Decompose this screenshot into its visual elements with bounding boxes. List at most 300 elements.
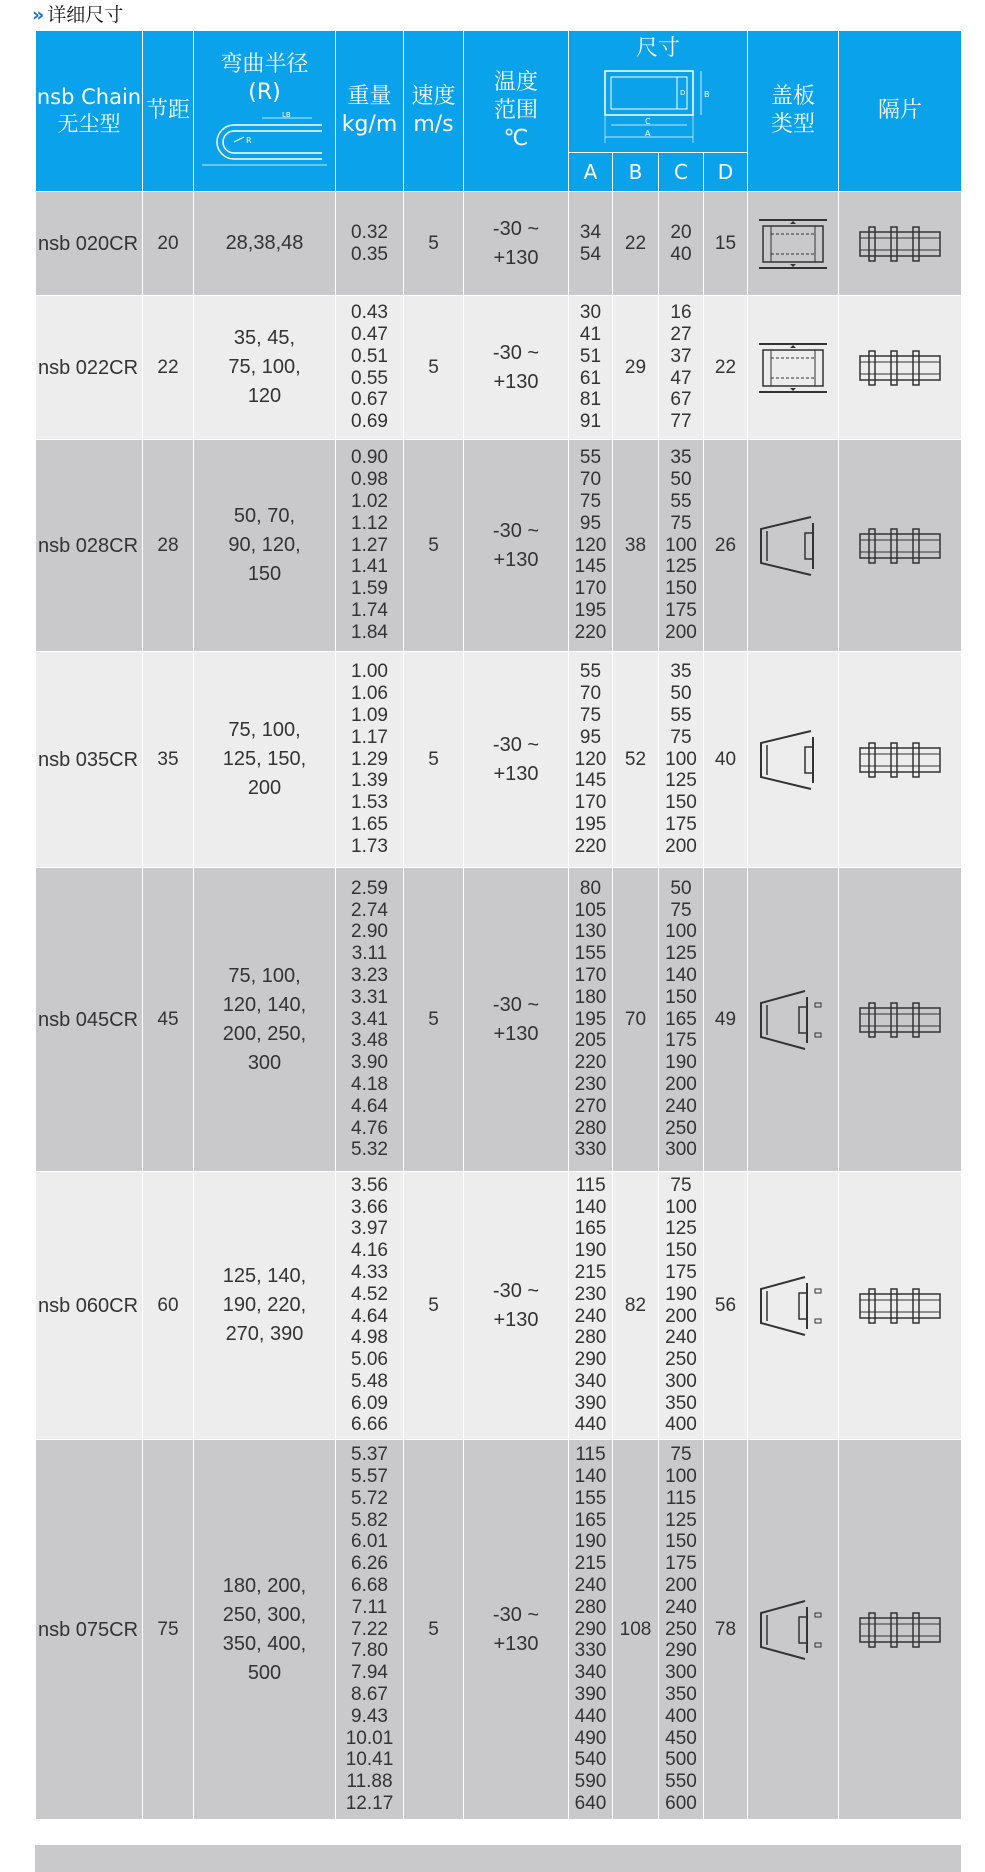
cover-header-line2: 类型 (770, 112, 815, 137)
A-value: 70 (579, 683, 602, 705)
dim-c-cell (659, 192, 704, 296)
dim-a-cell (569, 440, 613, 652)
dim-c-cell (659, 1440, 704, 1820)
weights-value: 1.29 (351, 748, 388, 770)
temp-value-line1: -30 ~ (492, 217, 540, 240)
temp-value-line2: +130 (493, 762, 539, 785)
weights-value: 3.41 (351, 1008, 388, 1030)
A-value: 440 (574, 1414, 607, 1436)
dim-a-cell (569, 868, 613, 1172)
cross-section-diagram-icon (583, 63, 733, 149)
A-value: 95 (579, 512, 602, 534)
model-cell: nsb 075CR (36, 1440, 143, 1820)
radius-value: 150 (247, 563, 282, 585)
pitch-cell: 75 (143, 1440, 194, 1820)
temp-value-line1: -30 ~ (492, 341, 540, 364)
C-value: 20 (670, 221, 692, 243)
radius-cell (194, 868, 336, 1172)
separator-cell (839, 296, 962, 440)
C-value: 500 (665, 1749, 697, 1771)
col-header-dims (569, 31, 748, 153)
dims-header-text: 尺寸 (635, 35, 680, 61)
dim-c-cell (659, 440, 704, 652)
weights-value: 2.59 (351, 877, 388, 899)
radius-value: 500 (247, 1661, 282, 1684)
dim-a-cell (569, 652, 613, 868)
C-value: 150 (665, 1531, 697, 1553)
separator-icon (857, 740, 943, 780)
weights-value: 4.18 (351, 1073, 388, 1095)
col-header-d: D (704, 153, 748, 192)
weights-value: 0.35 (351, 243, 388, 265)
temp-value-line2: +130 (493, 370, 539, 393)
model-header-line1: nsb Chain (36, 85, 142, 109)
separator-cell (839, 868, 962, 1172)
weight-cell (336, 192, 404, 296)
weight-cell (336, 1440, 404, 1820)
C-value: 27 (670, 323, 692, 345)
temp-cell (464, 440, 569, 652)
radius-value: 200 (247, 777, 282, 799)
dim-d-cell: 40 (704, 652, 748, 868)
C-value: 150 (665, 986, 697, 1008)
C-value: 16 (670, 302, 692, 324)
col-header-pitch (143, 31, 194, 192)
dim-c-cell (659, 1172, 704, 1440)
temp-cell (464, 296, 569, 440)
weights-value: 1.65 (351, 813, 388, 835)
A-value: 440 (574, 1705, 607, 1727)
radius-cell (194, 296, 336, 440)
spec-table-wrapper (35, 30, 961, 1820)
dim-b-cell: 38 (613, 440, 659, 652)
C-value: 300 (665, 1662, 697, 1684)
A-value: 145 (574, 770, 607, 792)
cover-cell (748, 192, 839, 296)
radius-value: 120, 140, (222, 993, 307, 1016)
radius-value: 350, 400, (222, 1632, 307, 1655)
col-header-radius (194, 31, 336, 192)
C-value: 55 (670, 491, 692, 512)
separator-cell (839, 1172, 962, 1440)
A-value: 55 (579, 447, 602, 469)
separator-icon (857, 1286, 943, 1326)
separator-icon (857, 1000, 943, 1040)
cover-cell (748, 1440, 839, 1820)
A-value: 280 (574, 1327, 607, 1349)
radius-value: 90, 120, (228, 534, 301, 556)
weight-cell (336, 440, 404, 652)
A-value: 640 (574, 1792, 607, 1814)
table-row (36, 868, 962, 1172)
hinged-cover-icon (753, 727, 833, 793)
dim-c-cell (659, 652, 704, 868)
model-cell: nsb 045CR (36, 868, 143, 1172)
dim-a-cell (569, 192, 613, 296)
weights-value: 11.88 (346, 1771, 393, 1793)
A-value: 145 (574, 556, 607, 578)
radius-value: 120 (247, 385, 282, 407)
diagram-lb-label: LB (282, 111, 291, 119)
A-value: 220 (574, 1052, 607, 1074)
weights-value: 1.84 (351, 621, 388, 643)
hinged-cover-icon (753, 1597, 833, 1663)
double-chevron-icon: » (32, 4, 42, 26)
A-value: 205 (574, 1030, 607, 1052)
A-value: 190 (574, 1531, 607, 1553)
temp-value-line2: +130 (493, 1632, 539, 1655)
A-value: 330 (574, 1640, 607, 1662)
weights-value: 6.26 (351, 1553, 388, 1575)
A-value: 115 (575, 1444, 606, 1466)
A-value: 51 (579, 345, 602, 367)
flat-cover-icon (753, 215, 833, 273)
weights-value: 4.64 (351, 1095, 388, 1117)
temp-value-line1: -30 ~ (492, 1603, 540, 1626)
spec-table (35, 30, 962, 1820)
A-value: 165 (574, 1218, 607, 1240)
pitch-cell: 20 (143, 192, 194, 296)
C-value: 100 (665, 921, 697, 943)
temp-cell (464, 192, 569, 296)
radius-cell (194, 192, 336, 296)
A-value: 130 (574, 921, 607, 943)
A-value: 540 (574, 1749, 607, 1771)
A-value: 41 (579, 323, 602, 345)
A-value: 75 (579, 491, 602, 512)
dim-b-cell: 22 (613, 192, 659, 296)
dim-d-cell: 56 (704, 1172, 748, 1440)
temp-value-line2: +130 (493, 246, 539, 269)
separator-header-text: 隔片 (877, 98, 922, 123)
A-value: 290 (574, 1349, 607, 1371)
pitch-cell: 35 (143, 652, 194, 868)
separator-icon (857, 348, 943, 388)
C-value: 290 (665, 1640, 697, 1662)
A-value: 180 (574, 986, 607, 1008)
weights-value: 7.80 (351, 1640, 388, 1662)
A-value: 190 (574, 1240, 607, 1262)
C-value: 250 (665, 1349, 697, 1371)
table-row (36, 1440, 962, 1820)
A-value: 115 (575, 1174, 606, 1196)
hinged-cover-icon (753, 513, 833, 579)
C-value: 190 (665, 1052, 697, 1074)
weights-value: 5.57 (351, 1466, 388, 1488)
separator-icon (857, 1610, 943, 1650)
dim-d-cell: 78 (704, 1440, 748, 1820)
C-value: 100 (665, 748, 697, 770)
A-value: 155 (574, 943, 607, 965)
dim-c-cell (659, 296, 704, 440)
C-value: 175 (665, 1553, 697, 1575)
pitch-cell: 22 (143, 296, 194, 440)
bend-radius-diagram-icon (202, 109, 327, 171)
weight-cell (336, 652, 404, 868)
diagram-r-label: R (246, 136, 252, 145)
A-value: 220 (574, 835, 607, 857)
A-value: 290 (574, 1618, 607, 1640)
A-value: 230 (574, 1283, 607, 1305)
C-value: 175 (665, 599, 697, 621)
weights-value: 4.64 (351, 1305, 388, 1327)
radius-value: 200, 250, (222, 1022, 307, 1045)
radius-value: 125, 140, (222, 1265, 307, 1287)
temp-value-line1: -30 ~ (492, 733, 540, 756)
weight-cell (336, 868, 404, 1172)
C-value: 75 (670, 512, 692, 534)
model-cell: nsb 022CR (36, 296, 143, 440)
model-cell: nsb 035CR (36, 652, 143, 868)
col-header-a: A (569, 153, 613, 192)
dim-b-cell: 82 (613, 1172, 659, 1440)
A-value: 340 (574, 1370, 607, 1392)
weights-value: 8.67 (351, 1683, 388, 1705)
weights-value: 4.16 (351, 1240, 388, 1262)
weights-value: 1.39 (351, 770, 388, 792)
separator-cell (839, 192, 962, 296)
C-value: 125 (665, 556, 697, 578)
weight-header-line1: 重量 (347, 84, 392, 109)
separator-cell (839, 652, 962, 868)
separator-icon (857, 224, 943, 264)
C-value: 67 (670, 389, 692, 411)
weights-value: 1.02 (351, 491, 388, 512)
dim-d-cell: 49 (704, 868, 748, 1172)
A-value: 165 (574, 1509, 607, 1531)
speed-cell: 5 (404, 1440, 464, 1820)
A-value: 70 (579, 469, 602, 491)
C-value: 40 (670, 243, 692, 265)
cover-cell (748, 868, 839, 1172)
C-value: 450 (665, 1727, 697, 1749)
A-value: 215 (574, 1553, 607, 1575)
A-value: 75 (579, 705, 602, 726)
weights-value: 1.17 (351, 726, 388, 748)
pitch-cell: 28 (143, 440, 194, 652)
section-title-text: 详细尺寸 (47, 4, 124, 26)
C-value: 50 (670, 877, 692, 899)
cover-cell (748, 440, 839, 652)
weights-value: 1.74 (351, 599, 388, 621)
C-value: 125 (665, 1509, 697, 1531)
weights-value: 5.48 (351, 1370, 388, 1392)
pitch-cell: 60 (143, 1172, 194, 1440)
A-value: 390 (574, 1392, 607, 1414)
hinged-cover-icon (753, 987, 833, 1053)
A-value: 61 (579, 367, 602, 389)
weights-value: 4.52 (351, 1283, 388, 1305)
col-header-model (36, 31, 143, 192)
A-value: 220 (574, 621, 607, 643)
A-value: 91 (579, 411, 602, 433)
col-header-speed (404, 31, 464, 192)
C-value: 35 (670, 661, 692, 683)
col-header-temp (464, 31, 569, 192)
weights-value: 3.11 (351, 943, 388, 965)
weights-value: 5.82 (351, 1509, 388, 1531)
A-value: 230 (574, 1073, 607, 1095)
A-value: 170 (574, 965, 607, 986)
model-cell: nsb 060CR (36, 1172, 143, 1440)
A-value: 170 (574, 578, 607, 600)
A-value: 80 (579, 877, 602, 899)
C-value: 140 (665, 965, 697, 986)
model-cell: nsb 028CR (36, 440, 143, 652)
radius-value: 35, 45, (233, 327, 296, 349)
A-value: 140 (574, 1466, 607, 1488)
C-value: 165 (665, 1008, 697, 1030)
dim-a-cell (569, 1172, 613, 1440)
radius-cell (194, 1172, 336, 1440)
C-value: 600 (665, 1792, 697, 1814)
A-value: 34 (579, 221, 602, 243)
A-value: 390 (574, 1683, 607, 1705)
weight-header-line2: kg/m (341, 112, 398, 137)
table-row (36, 1172, 962, 1440)
table-row (36, 440, 962, 652)
pitch-cell: 45 (143, 868, 194, 1172)
weights-value: 5.37 (351, 1444, 388, 1466)
weights-value: 1.09 (351, 705, 388, 726)
dim-c-cell (659, 868, 704, 1172)
separator-cell (839, 440, 962, 652)
dim-d-cell: 22 (704, 296, 748, 440)
C-value: 100 (665, 1466, 697, 1488)
A-value: 590 (574, 1771, 607, 1793)
A-value: 81 (579, 389, 602, 411)
A-value: 120 (574, 534, 607, 556)
weights-value: 1.27 (351, 534, 388, 556)
weights-value: 0.98 (351, 469, 388, 491)
weights-value: 3.56 (351, 1174, 388, 1196)
weights-value: 10.41 (345, 1749, 394, 1771)
weights-value: 3.90 (351, 1052, 388, 1074)
C-value: 240 (665, 1596, 697, 1618)
weights-value: 1.53 (351, 792, 388, 814)
model-cell: nsb 020CR (36, 192, 143, 296)
dim-a-cell (569, 1440, 613, 1820)
A-value: 95 (579, 726, 602, 748)
weights-value: 0.69 (351, 411, 388, 433)
C-value: 75 (670, 726, 692, 748)
C-value: 300 (665, 1370, 697, 1392)
temp-cell (464, 1172, 569, 1440)
radius-value: 75, 100, (228, 964, 301, 987)
col-header-b: B (613, 153, 659, 192)
C-value: 200 (665, 1305, 697, 1327)
weights-value: 0.55 (351, 367, 388, 389)
flat-cover-icon (753, 339, 833, 397)
dim-b-cell: 52 (613, 652, 659, 868)
dim-b-cell: 29 (613, 296, 659, 440)
A-value: 195 (574, 1008, 607, 1030)
A-value: 330 (574, 1139, 607, 1161)
speed-cell: 5 (404, 440, 464, 652)
separator-cell (839, 1440, 962, 1820)
temp-value-line1: -30 ~ (492, 519, 540, 542)
C-value: 200 (665, 835, 697, 857)
weights-value: 0.51 (351, 345, 388, 367)
speed-cell: 5 (404, 296, 464, 440)
weights-value: 1.06 (351, 683, 388, 705)
C-value: 400 (665, 1414, 697, 1436)
temp-cell (464, 1440, 569, 1820)
weights-value: 5.32 (351, 1139, 388, 1161)
radius-value: 300 (247, 1051, 282, 1074)
C-value: 75 (670, 899, 692, 921)
C-value: 175 (665, 1030, 697, 1052)
weights-value: 6.01 (351, 1531, 388, 1553)
weights-value: 3.97 (351, 1218, 388, 1240)
weights-value: 9.43 (351, 1705, 388, 1727)
weights-value: 6.68 (351, 1575, 388, 1596)
C-value: 150 (665, 1240, 697, 1262)
dim-d-cell: 26 (704, 440, 748, 652)
A-value: 240 (574, 1305, 607, 1327)
temp-cell (464, 652, 569, 868)
A-value: 140 (574, 1196, 607, 1218)
weights-value: 1.12 (351, 512, 388, 534)
C-value: 250 (665, 1117, 697, 1139)
C-value: 400 (665, 1705, 697, 1727)
C-value: 150 (665, 578, 697, 600)
table-row (36, 652, 962, 868)
C-value: 150 (665, 792, 697, 814)
weights-value: 1.00 (351, 661, 388, 683)
C-value: 37 (670, 345, 692, 367)
temp-header-line2: 范围 (493, 98, 538, 123)
section-title (32, 2, 123, 28)
C-value: 50 (670, 683, 692, 705)
C-value: 175 (665, 1261, 697, 1283)
weights-value: 0.90 (351, 447, 388, 469)
weights-value: 5.06 (351, 1349, 388, 1371)
dim-d-cell: 15 (704, 192, 748, 296)
speed-cell: 5 (404, 868, 464, 1172)
A-value: 30 (579, 302, 602, 324)
C-value: 200 (665, 1073, 697, 1095)
radius-header-line2: (R) (248, 80, 281, 105)
weights-value: 0.43 (351, 302, 388, 324)
A-value: 55 (579, 661, 602, 683)
weights-value: 0.67 (351, 389, 388, 411)
weights-value: 1.41 (351, 556, 388, 578)
weights-value: 1.59 (351, 578, 388, 600)
weights-value: 12.17 (345, 1792, 394, 1814)
radius-value: 180, 200, (222, 1574, 307, 1597)
speed-header-line2: m/s (413, 112, 454, 137)
C-value: 55 (670, 705, 692, 726)
dim-b-cell: 70 (613, 868, 659, 1172)
radius-value: 125, 150, (222, 748, 307, 770)
temp-value-line1: -30 ~ (492, 1279, 540, 1302)
radius-value: 28,38,48 (225, 232, 304, 254)
temp-cell (464, 868, 569, 1172)
C-value: 240 (665, 1095, 697, 1117)
weight-cell (336, 296, 404, 440)
C-value: 50 (670, 469, 692, 491)
C-value: 200 (665, 1575, 697, 1596)
C-value: 100 (665, 1196, 697, 1218)
weights-value: 7.22 (351, 1618, 388, 1640)
A-value: 105 (574, 899, 607, 921)
C-value: 175 (665, 813, 697, 835)
weights-value: 10.01 (345, 1727, 394, 1749)
cover-cell (748, 296, 839, 440)
A-value: 340 (574, 1662, 607, 1684)
col-header-cover (748, 31, 839, 192)
